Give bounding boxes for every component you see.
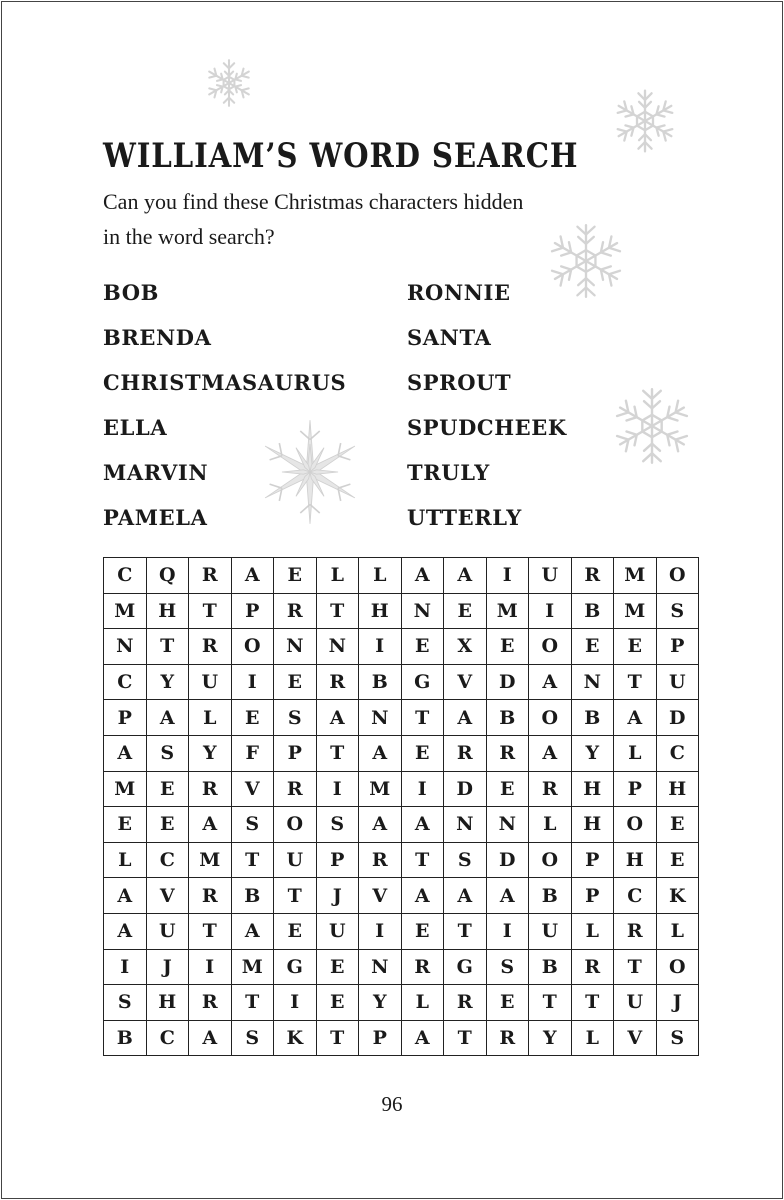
grid-row [104,558,699,594]
grid-cell: T [316,735,359,771]
grid-cell: P [359,1020,402,1056]
grid-cell: N [104,629,147,665]
grid-cell: T [231,985,274,1021]
grid-cell: Y [189,735,232,771]
grid-cell: A [189,1020,232,1056]
grid-cell: N [571,664,614,700]
grid-cell: H [656,771,699,807]
grid-cell: A [444,558,487,594]
grid-cell: I [529,593,572,629]
grid-cell: M [189,842,232,878]
grid-cell: A [189,807,232,843]
grid-cell: T [444,913,487,949]
grid-cell: C [656,735,699,771]
grid-cell: E [146,807,189,843]
grid-cell: X [444,629,487,665]
grid-cell: Y [359,985,402,1021]
grid-cell: A [104,913,147,949]
grid-cell: C [146,1020,189,1056]
grid-cell: C [104,664,147,700]
grid-cell: S [231,1020,274,1056]
grid-cell: L [359,558,402,594]
grid-cell: R [274,593,317,629]
snowflake-icon [612,386,692,466]
grid-cell: B [231,878,274,914]
word-list-item: PAMELA [103,505,208,530]
grid-cell: E [656,807,699,843]
grid-row [104,771,699,807]
grid-cell: U [316,913,359,949]
grid-cell: R [401,949,444,985]
grid-cell: B [529,878,572,914]
word-list-item: ELLA [103,415,168,440]
intro-text: Can you find these Christmas characters hidden in the word search? [103,189,524,249]
grid-cell: L [529,807,572,843]
grid-cell: E [316,949,359,985]
word-list-item: TRULY [407,460,490,485]
grid-cell: E [614,629,657,665]
word-list-left [103,278,346,548]
grid-cell: S [656,593,699,629]
grid-cell: A [444,700,487,736]
grid-cell: P [614,771,657,807]
grid-cell: T [444,1020,487,1056]
grid-cell: R [189,558,232,594]
grid-row [104,807,699,843]
grid-row [104,1020,699,1056]
grid-cell: A [529,735,572,771]
grid-cell: S [274,700,317,736]
grid-cell: I [231,664,274,700]
grid-cell: A [614,700,657,736]
grid-cell: H [146,985,189,1021]
grid-cell: H [146,593,189,629]
grid-cell: B [486,700,529,736]
grid-row [104,664,699,700]
grid-cell: A [486,878,529,914]
word-list-item: SPUDCHEEK [407,415,567,440]
grid-cell: H [571,807,614,843]
grid-cell: R [529,771,572,807]
grid-cell: L [104,842,147,878]
grid-cell: T [316,593,359,629]
grid-cell: R [571,949,614,985]
grid-cell: T [571,985,614,1021]
grid-cell: T [274,878,317,914]
grid-row [104,878,699,914]
grid-cell: E [486,771,529,807]
grid-cell: E [486,629,529,665]
grid-cell: G [444,949,487,985]
grid-cell: G [274,949,317,985]
grid-cell: N [274,629,317,665]
word-list-item: SPROUT [407,370,512,395]
grid-cell: I [316,771,359,807]
grid-cell: E [274,558,317,594]
grid-cell: A [104,735,147,771]
grid-cell: P [656,629,699,665]
grid-row [104,842,699,878]
grid-cell: E [401,913,444,949]
grid-cell: N [359,949,402,985]
grid-row [104,949,699,985]
grid-row [104,629,699,665]
grid-cell: T [401,700,444,736]
grid-cell: P [316,842,359,878]
grid-cell: G [401,664,444,700]
grid-cell: A [231,558,274,594]
grid-cell: A [401,1020,444,1056]
grid-cell: H [359,593,402,629]
grid-cell: U [529,558,572,594]
grid-cell: I [359,629,402,665]
grid-cell: L [189,700,232,736]
word-list-item: CHRISTMASAURUS [103,370,347,395]
grid-cell: R [189,771,232,807]
grid-cell: L [656,913,699,949]
grid-cell: R [274,771,317,807]
grid-cell: E [656,842,699,878]
grid-cell: A [529,664,572,700]
grid-cell: T [529,985,572,1021]
snowflake-icon [203,57,255,109]
grid-cell: P [231,593,274,629]
word-search-grid [103,557,699,1056]
grid-cell: E [486,985,529,1021]
grid-cell: S [444,842,487,878]
grid-cell: A [316,700,359,736]
grid-cell: O [614,807,657,843]
grid-cell: L [316,558,359,594]
grid-cell: T [401,842,444,878]
grid-cell: A [146,700,189,736]
grid-cell: E [316,985,359,1021]
grid-cell: E [231,700,274,736]
grid-cell: C [146,842,189,878]
grid-cell: A [444,878,487,914]
grid-cell: B [359,664,402,700]
grid-cell: S [104,985,147,1021]
grid-cell: P [104,700,147,736]
grid-cell: Y [529,1020,572,1056]
grid-cell: T [146,629,189,665]
grid-cell: S [231,807,274,843]
grid-cell: R [189,985,232,1021]
grid-cell: C [614,878,657,914]
grid-cell: J [656,985,699,1021]
grid-cell: P [274,735,317,771]
grid-cell: Y [571,735,614,771]
word-list-item: RONNIE [407,280,511,305]
grid-cell: B [571,593,614,629]
grid-cell: Y [146,664,189,700]
grid-cell: E [401,629,444,665]
grid-cell: S [656,1020,699,1056]
grid-cell: P [571,878,614,914]
grid-cell: L [614,735,657,771]
grid-cell: R [614,913,657,949]
word-list-right [407,278,567,548]
grid-cell: S [486,949,529,985]
grid-cell: T [614,664,657,700]
grid-cell: A [359,735,402,771]
grid-cell: V [146,878,189,914]
grid-cell: U [529,913,572,949]
grid-cell: N [401,593,444,629]
word-list-item: BRENDA [103,325,212,350]
grid-cell: K [656,878,699,914]
grid-cell: B [104,1020,147,1056]
grid-cell: V [614,1020,657,1056]
grid-cell: B [529,949,572,985]
grid-cell: R [444,735,487,771]
grid-row [104,985,699,1021]
word-list-item: BOB [103,280,159,305]
grid-cell: M [614,593,657,629]
grid-cell: E [444,593,487,629]
grid-cell: O [529,700,572,736]
grid-cell: L [571,913,614,949]
grid-cell: E [104,807,147,843]
grid-cell: N [486,807,529,843]
grid-cell: V [444,664,487,700]
grid-cell: R [571,558,614,594]
grid-cell: I [486,913,529,949]
grid-cell: T [189,913,232,949]
word-search-grid-body [104,558,699,1056]
grid-cell: E [274,913,317,949]
grid-cell: E [571,629,614,665]
grid-row [104,735,699,771]
page-title: WILLIAM’S WORD SEARCH [103,136,579,176]
grid-cell: I [104,949,147,985]
grid-cell: D [486,842,529,878]
grid-cell: L [401,985,444,1021]
grid-cell: R [486,735,529,771]
grid-cell: U [614,985,657,1021]
grid-cell: R [359,842,402,878]
grid-cell: A [231,913,274,949]
grid-cell: A [104,878,147,914]
grid-cell: H [614,842,657,878]
grid-cell: J [316,878,359,914]
grid-cell: T [316,1020,359,1056]
grid-row [104,593,699,629]
grid-cell: P [571,842,614,878]
snowflake-icon [612,88,678,154]
page-number: 96 [381,1092,403,1116]
grid-cell: V [231,771,274,807]
grid-cell: I [401,771,444,807]
grid-cell: T [231,842,274,878]
grid-cell: A [401,807,444,843]
grid-cell: N [444,807,487,843]
grid-cell: B [571,700,614,736]
grid-cell: T [614,949,657,985]
grid-cell: N [316,629,359,665]
grid-cell: H [571,771,614,807]
grid-cell: I [486,558,529,594]
grid-cell: O [656,558,699,594]
grid-cell: D [444,771,487,807]
grid-cell: M [486,593,529,629]
grid-cell: M [614,558,657,594]
grid-cell: N [359,700,402,736]
grid-cell: F [231,735,274,771]
grid-cell: V [359,878,402,914]
grid-cell: I [189,949,232,985]
grid-cell: U [189,664,232,700]
grid-cell: U [656,664,699,700]
grid-cell: U [146,913,189,949]
grid-cell: O [529,842,572,878]
grid-cell: R [189,878,232,914]
grid-cell: Q [146,558,189,594]
grid-cell: M [231,949,274,985]
grid-cell: O [656,949,699,985]
grid-cell: S [316,807,359,843]
grid-cell: I [359,913,402,949]
grid-cell: D [656,700,699,736]
word-list-item: MARVIN [103,460,209,485]
grid-row [104,913,699,949]
grid-cell: J [146,949,189,985]
grid-cell: S [146,735,189,771]
word-list-item: SANTA [407,325,492,350]
grid-cell: T [189,593,232,629]
grid-cell: E [146,771,189,807]
grid-cell: A [401,558,444,594]
grid-cell: M [359,771,402,807]
word-list-item: UTTERLY [407,505,522,530]
grid-cell: R [316,664,359,700]
grid-cell: E [274,664,317,700]
grid-cell: M [104,593,147,629]
grid-cell: M [104,771,147,807]
grid-cell: A [401,878,444,914]
grid-cell: E [401,735,444,771]
grid-cell: R [444,985,487,1021]
grid-cell: D [486,664,529,700]
grid-cell: R [189,629,232,665]
grid-cell: C [104,558,147,594]
grid-cell: O [274,807,317,843]
grid-cell: K [274,1020,317,1056]
grid-cell: I [274,985,317,1021]
grid-cell: A [359,807,402,843]
grid-cell: O [231,629,274,665]
grid-cell: U [274,842,317,878]
grid-cell: O [529,629,572,665]
grid-row [104,700,699,736]
grid-cell: L [571,1020,614,1056]
grid-cell: R [486,1020,529,1056]
